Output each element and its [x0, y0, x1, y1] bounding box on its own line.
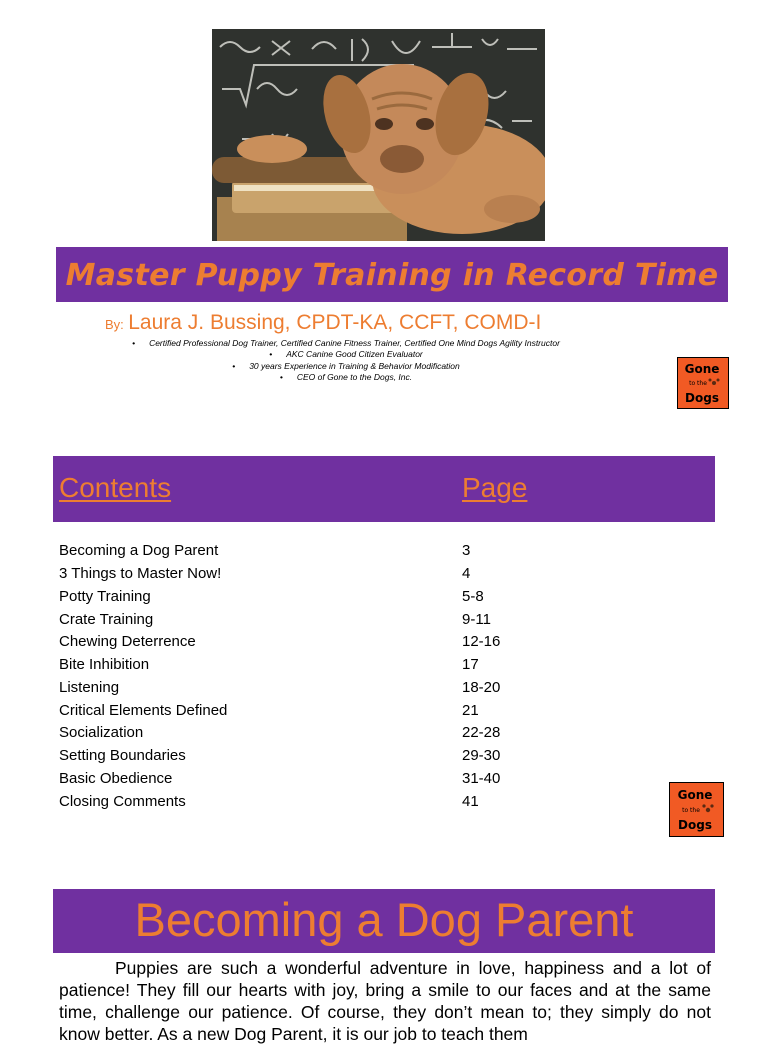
toc-page: 41	[462, 793, 479, 810]
toc-label: Closing Comments	[59, 793, 186, 810]
hero-image-puppy	[212, 29, 545, 241]
author-name: Laura J. Bussing, CPDT-KA, CCFT, COMD-I	[128, 311, 542, 334]
toc-label: Setting Boundaries	[59, 747, 186, 764]
toc-row	[59, 702, 519, 725]
contents-heading: Contents	[59, 472, 172, 503]
section-paragraph: Puppies are such a wonderful adventure in love, happiness and a lot of patience! They fill our hearts with joy, bring a smile to our faces and at the same time, challenge our patience. Of course, they don’t mean to; they simply do not know better. As a new Dog Parent, it is our job to teach them	[59, 958, 711, 1044]
credential-line: • 30 years Experience in Training & Behavior Modification	[232, 361, 460, 371]
toc-row	[59, 611, 519, 634]
toc-row	[59, 588, 519, 611]
toc-page: 9-11	[462, 611, 491, 628]
toc-row	[59, 770, 519, 793]
toc-page: 29-30	[462, 747, 501, 764]
credential-line: • AKC Canine Good Citizen Evaluator	[269, 349, 423, 359]
toc-label: Crate Training	[59, 611, 154, 628]
logo-text-line3: Dogs	[685, 391, 719, 405]
toc-page: 12-16	[462, 633, 501, 650]
contents-banner	[53, 456, 715, 522]
toc-label: 3 Things to Master Now!	[59, 565, 222, 582]
toc-row	[59, 793, 519, 816]
toc-page: 22-28	[462, 724, 501, 741]
credential-line: • Certified Professional Dog Trainer, Certified Canine Fitness Trainer, Certified One Mind Dogs Agility Instructor	[132, 338, 560, 348]
toc-page: 4	[462, 565, 471, 582]
toc-label: Basic Obedience	[59, 770, 173, 787]
logo-text-line1: Gone	[684, 362, 720, 376]
toc-row	[59, 724, 519, 747]
toc-label: Potty Training	[59, 588, 151, 605]
toc-row	[59, 747, 519, 770]
toc-row	[59, 542, 519, 565]
by-label: By:	[105, 317, 124, 332]
toc-page: 21	[462, 702, 479, 719]
toc-page: 17	[462, 656, 479, 673]
logo-text-line1: Gone	[677, 788, 713, 802]
toc-label: Chewing Deterrence	[59, 633, 196, 650]
document-title: Master Puppy Training in Record Time	[65, 258, 719, 293]
credential-line: • CEO of Gone to the Dogs, Inc.	[279, 372, 413, 382]
title-banner	[56, 247, 728, 302]
toc-row	[59, 656, 519, 679]
toc-page: 31-40	[462, 770, 501, 787]
section-title: Becoming a Dog Parent	[134, 893, 634, 946]
section-banner	[53, 889, 715, 953]
toc-row	[59, 633, 519, 656]
logo-text-line2: to the	[689, 380, 707, 387]
toc-label: Critical Elements Defined	[59, 702, 228, 719]
toc-label: Listening	[59, 679, 120, 696]
gone-to-the-dogs-logo	[669, 782, 724, 837]
gone-to-the-dogs-logo	[677, 357, 729, 409]
toc-label: Socialization	[59, 724, 144, 741]
logo-text-line2: to the	[682, 807, 700, 814]
toc-row	[59, 565, 519, 588]
toc-page: 3	[462, 542, 471, 559]
byline	[105, 311, 541, 335]
toc-page: 5-8	[462, 588, 484, 605]
toc-page: 18-20	[462, 679, 501, 696]
toc-label: Becoming a Dog Parent	[59, 542, 219, 559]
logo-text-line3: Dogs	[678, 818, 712, 832]
page-heading: Page	[462, 472, 528, 503]
toc-label: Bite Inhibition	[59, 656, 150, 673]
section-body	[59, 957, 711, 1045]
toc-row	[59, 679, 519, 702]
